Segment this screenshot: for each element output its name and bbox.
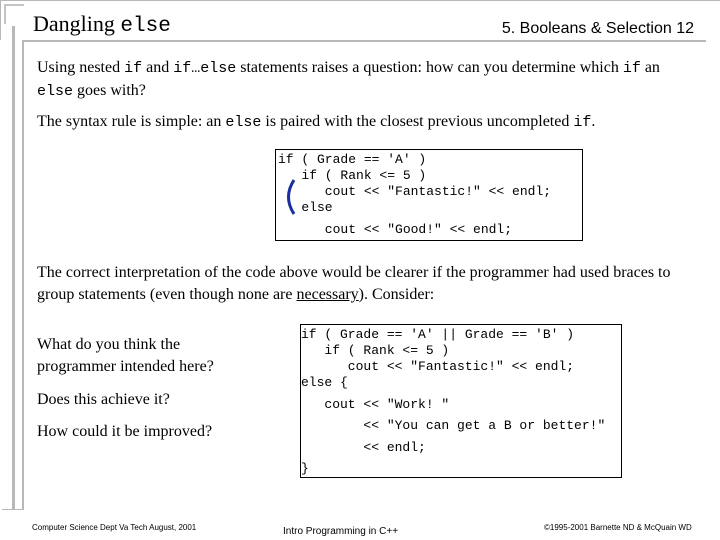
text-run: statements raises a question: how can you determine which [236,59,623,76]
question-intended: What do you think the programmer intended here? [37,336,214,375]
frame-left-vertical [12,26,15,510]
text-run: The correct interpretation of the code above would be clearer if the programmer had used braces to group statements (even though none are [37,264,671,303]
section-label: 5. Booleans & Selection 12 [501,20,694,37]
code-block-1 [275,149,583,241]
frame-footer-rule [2,509,24,510]
footer-center: Intro Programming in C++ [283,526,399,537]
intro-paragraph-2 [37,111,697,134]
text-run: is paired with the closest previous uncompleted [261,113,574,130]
code-run: if [124,60,143,77]
code-line: else [278,200,333,215]
underlined-word: necessary [296,286,359,303]
frame-top-line [0,0,720,1]
code-line: cout << "Good!" << endl; [278,222,513,237]
footer-right: ©1995-2001 Barnette ND & McQuain WD [544,523,692,532]
code-run: else [225,114,262,131]
text-run: and [142,59,174,76]
frame-left-outer-line [0,0,1,40]
code-line: cout << "Fantastic!" << endl; [301,359,575,374]
frame-corner-box [4,4,24,24]
frame-header-rule [22,40,706,42]
text-run: an [640,59,660,76]
footer-left: Computer Science Dept Va Tech August, 2001 [32,523,197,532]
slide-title [33,11,171,38]
question-achieve: Does this achieve it? [37,391,170,408]
code-line: << endl; [301,440,426,455]
slide-title-code: else [120,15,171,38]
question-improve: How could it be improved? [37,423,213,440]
code-line: cout << "Work! " [301,397,450,412]
text-run: goes with? [73,82,146,99]
code-run: else [37,83,74,100]
slide-title-word: Dangling [33,11,115,36]
code-line: if ( Rank <= 5 ) [301,343,450,358]
text-run: . [591,113,596,130]
text-run: ). Consider: [358,286,435,303]
code-line: << "You can get a B or better!" [301,418,606,433]
code-run: if…else [173,60,237,77]
text-run: Using nested [37,59,125,76]
intro-paragraph-1 [37,57,677,103]
code-block-2 [300,324,622,478]
frame-left-vertical-inner [22,40,24,510]
code-run: if [573,114,592,131]
code-line: if ( Rank <= 5 ) [278,168,427,183]
text-run: The syntax rule is simple: an [37,113,226,130]
pairing-bracket-icon [281,178,297,216]
code-line: } [301,461,309,476]
code-run: if [622,60,641,77]
code-line: else { [301,375,348,390]
code-line: cout << "Fantastic!" << endl; [278,184,552,199]
explanation-paragraph [37,262,687,306]
code-line: if ( Grade == 'A' || Grade == 'B' ) [301,327,575,342]
code-line: if ( Grade == 'A' ) [278,152,427,167]
